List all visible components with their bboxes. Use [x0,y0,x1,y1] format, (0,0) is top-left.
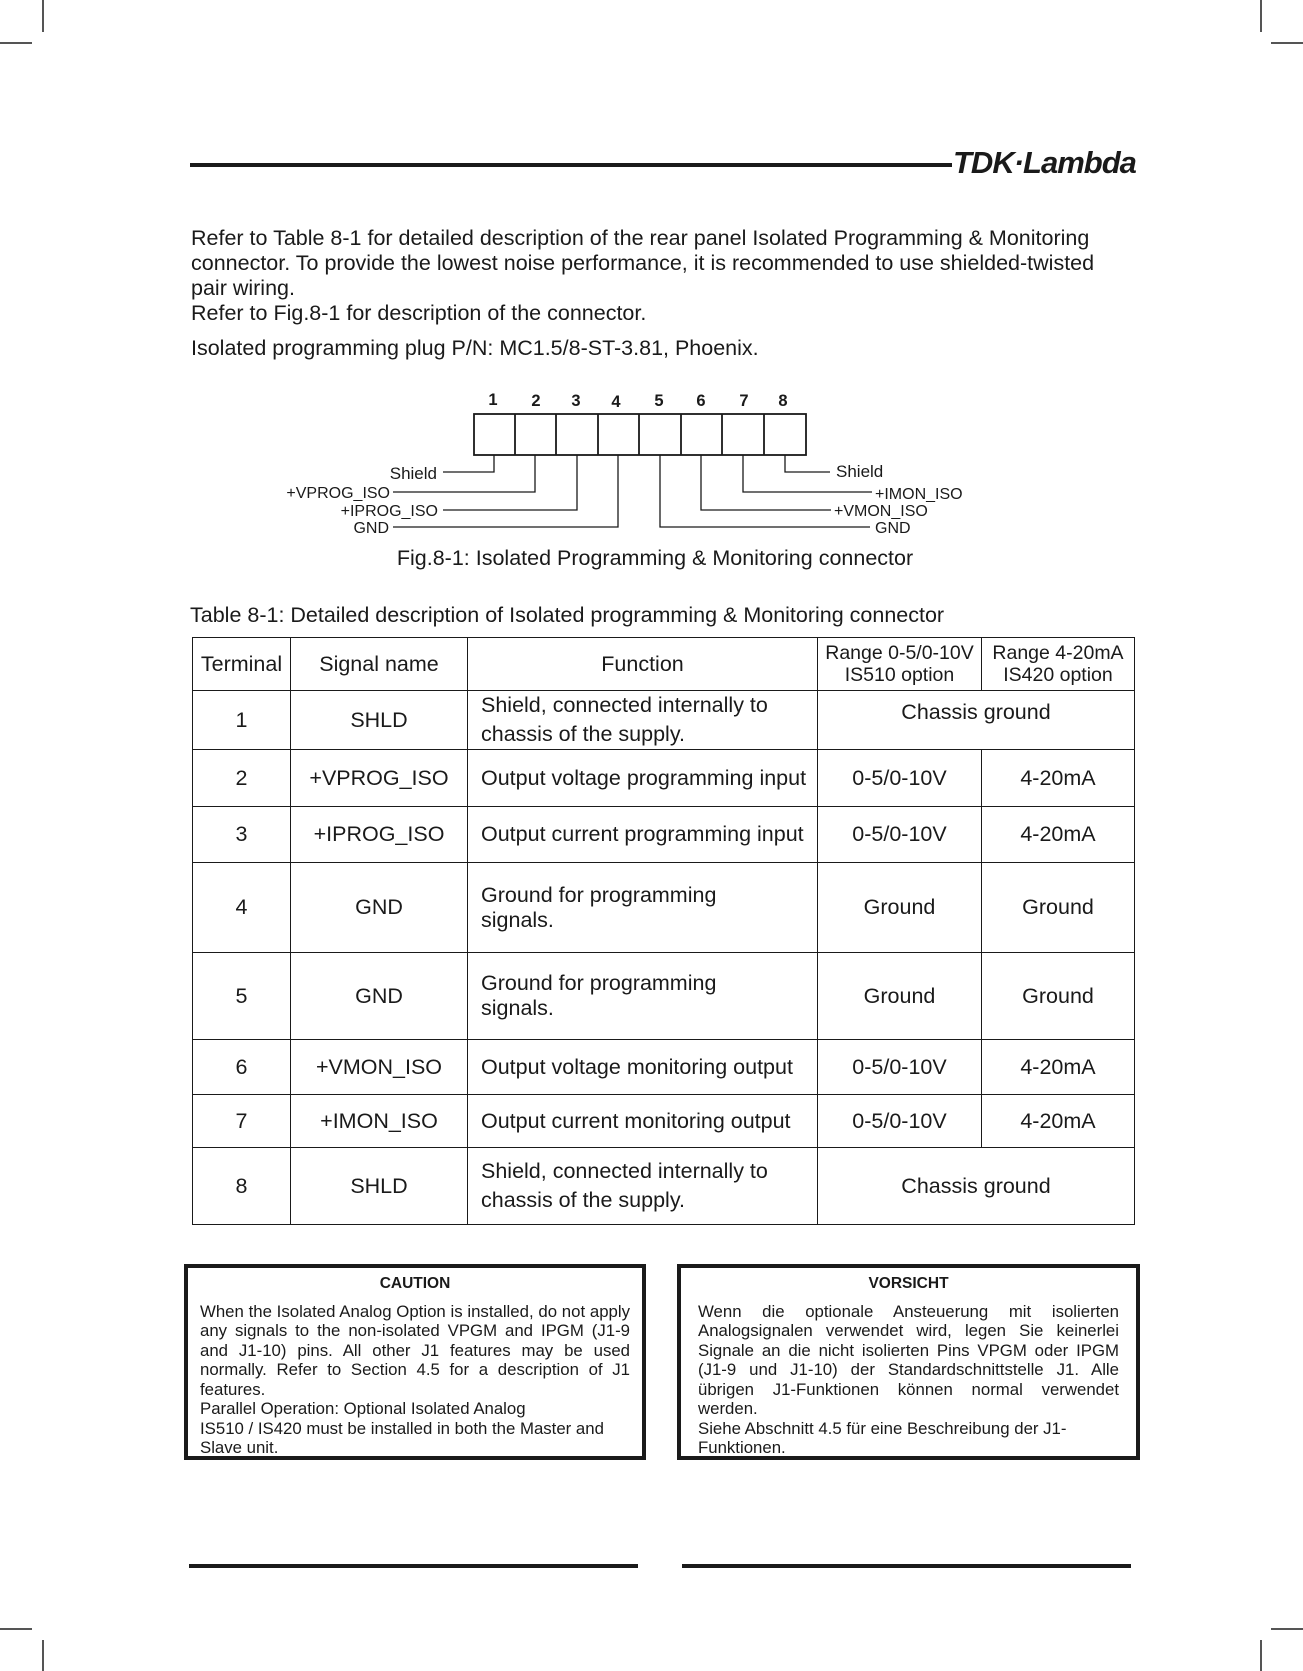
cell-range-current: 4-20mA [982,1095,1135,1148]
cell-function: Output voltage programming input [468,750,818,807]
table-row [193,953,1135,1040]
crop-mark [0,42,32,44]
cell-signal: SHLD [291,1148,468,1225]
cell-terminal: 6 [193,1040,291,1095]
cell-function: Output current programming input [468,807,818,863]
table-header-row [193,638,1135,691]
pin-number: 6 [696,392,706,410]
connector-body [474,414,806,455]
cell-function: Shield, connected internally to chassis of the supply. [468,691,818,750]
cell-terminal: 5 [193,953,291,1040]
vorsicht-title: VORSICHT [868,1275,949,1292]
connector-wires [393,455,872,527]
intro-text [191,226,1131,361]
table-title: Table 8-1: Detailed description of Isolated programming & Monitoring connector [190,603,945,627]
cell-range-voltage: 0-5/0-10V [818,807,982,863]
table-row [193,1148,1135,1225]
pin-number: 2 [531,392,541,410]
wire-label-shield-right: Shield [836,462,884,481]
table-row [193,863,1135,953]
wire-label-imon: +IMON_ISO [875,486,963,503]
header-range-current: Range 4-20mA IS420 option [982,638,1135,691]
table-row [193,1040,1135,1095]
cell-signal: +VMON_ISO [291,1040,468,1095]
cell-range-voltage: Ground [818,863,982,953]
cell-range-current: 4-20mA [982,807,1135,863]
brand-logo: TDK·Lambda [953,145,1136,180]
left-wire-labels [286,464,438,537]
wire-label-vmon: +VMON_ISO [834,503,928,520]
cell-range-voltage: Ground [818,953,982,1040]
pin-number: 7 [739,392,749,410]
cell-range-current: 4-20mA [982,750,1135,807]
wire-label-vprog: +VPROG_ISO [286,485,390,502]
cell-terminal: 3 [193,807,291,863]
header-signal-name: Signal name [291,638,468,691]
cell-signal: +IMON_ISO [291,1095,468,1148]
connector-outline [474,414,806,455]
table-row [193,807,1135,863]
cell-function: Ground for programming signals. [468,953,818,1040]
intro-paragraph: Refer to Table 8-1 for detailed description of the rear panel Isolated Programming & Monitoring connector. To provide the lowest noise performance, it is recommended to use shielded-twisted pair wiring. [191,226,1095,300]
caution-text: When the Isolated Analog Option is installed, do not apply any signals to the non-isolated VPGM and IPGM (J1-9 and J1-10) pins. All other J1 features may be used normally. Refer to Section 4.5 for a description of J1 features. [200,1301,630,1399]
vorsicht-text: Wenn die optionale Ansteuerung mit isolierten Analogsignalen verwendet wird, legen Sie keinerlei Signale an die nicht isolierten Pins VPGM oder IPGM (J1-9 und J1-10) der Standardschnittstelle J1. Alle übrigen J1-Funktionen können normal verwendet werden. [698,1301,1119,1418]
cell-terminal: 2 [193,750,291,807]
cell-signal: +VPROG_ISO [291,750,468,807]
pin-number: 8 [778,392,788,410]
pin-number: 3 [571,392,581,410]
footer-rule-left [189,1564,638,1568]
cell-function: Ground for programming signals. [468,863,818,953]
crop-mark [0,1628,32,1630]
cell-terminal: 4 [193,863,291,953]
cell-range: Chassis ground [818,1148,1135,1225]
cell-signal: GND [291,863,468,953]
caution-text: IS510 / IS420 must be installed in both the Master and Slave unit. [200,1418,604,1457]
pin-numbers [488,391,787,411]
caution-box [184,1264,646,1460]
cell-signal: GND [291,953,468,1040]
cell-terminal: 8 [193,1148,291,1225]
cell-terminal: 1 [193,691,291,750]
plug-part-number: Isolated programming plug P/N: MC1.5/8-ST-3.81, Phoenix. [191,336,759,360]
crop-mark [1260,1640,1262,1671]
cell-range-current: Ground [982,863,1135,953]
table-row [193,691,1135,750]
wire-label-shield-left: Shield [389,464,437,483]
pin-number: 5 [654,392,664,410]
pin-number: 1 [488,391,498,409]
cell-function: Output voltage monitoring output [468,1040,818,1095]
wire-label-gnd-right: GND [875,520,911,537]
cell-function: Output current monitoring output [468,1095,818,1148]
connector-description-table [192,637,1135,1225]
wire-label-gnd-left: GND [353,520,389,537]
crop-mark [42,1640,44,1671]
table-row [193,750,1135,807]
table-row [193,1095,1135,1148]
crop-mark [1271,1628,1303,1630]
header-terminal: Terminal [193,638,291,691]
caution-title: CAUTION [379,1275,451,1292]
cell-range-current: Ground [982,953,1135,1040]
header-rule [190,163,952,167]
header-function: Function [468,638,818,691]
right-wire-labels [834,462,963,537]
intro-paragraph: Refer to Fig.8-1 for description of the connector. [191,301,647,325]
cell-range-voltage: 0-5/0-10V [818,750,982,807]
cell-range: Chassis ground [818,691,1135,750]
crop-mark [42,0,44,32]
crop-mark [1271,42,1303,44]
crop-mark [1260,0,1262,32]
caution-text: Parallel Operation: Optional Isolated Analog [200,1399,526,1418]
cell-range-voltage: 0-5/0-10V [818,1095,982,1148]
pin-number: 4 [611,393,621,411]
cell-function: Shield, connected internally to chassis of the supply. [468,1148,818,1225]
header-range-voltage: Range 0-5/0-10V IS510 option [818,638,982,691]
cell-signal: +IPROG_ISO [291,807,468,863]
cell-signal: SHLD [291,691,468,750]
vorsicht-text: Siehe Abschnitt 4.5 für eine Beschreibung der J1-Funktionen. [698,1418,1067,1457]
cell-range-current: 4-20mA [982,1040,1135,1095]
footer-rule-right [682,1564,1131,1568]
wire-label-iprog: +IPROG_ISO [340,503,438,520]
cell-range-voltage: 0-5/0-10V [818,1040,982,1095]
figure-caption: Fig.8-1: Isolated Programming & Monitoring connector [396,546,914,570]
vorsicht-box [677,1264,1140,1460]
cell-terminal: 7 [193,1095,291,1148]
